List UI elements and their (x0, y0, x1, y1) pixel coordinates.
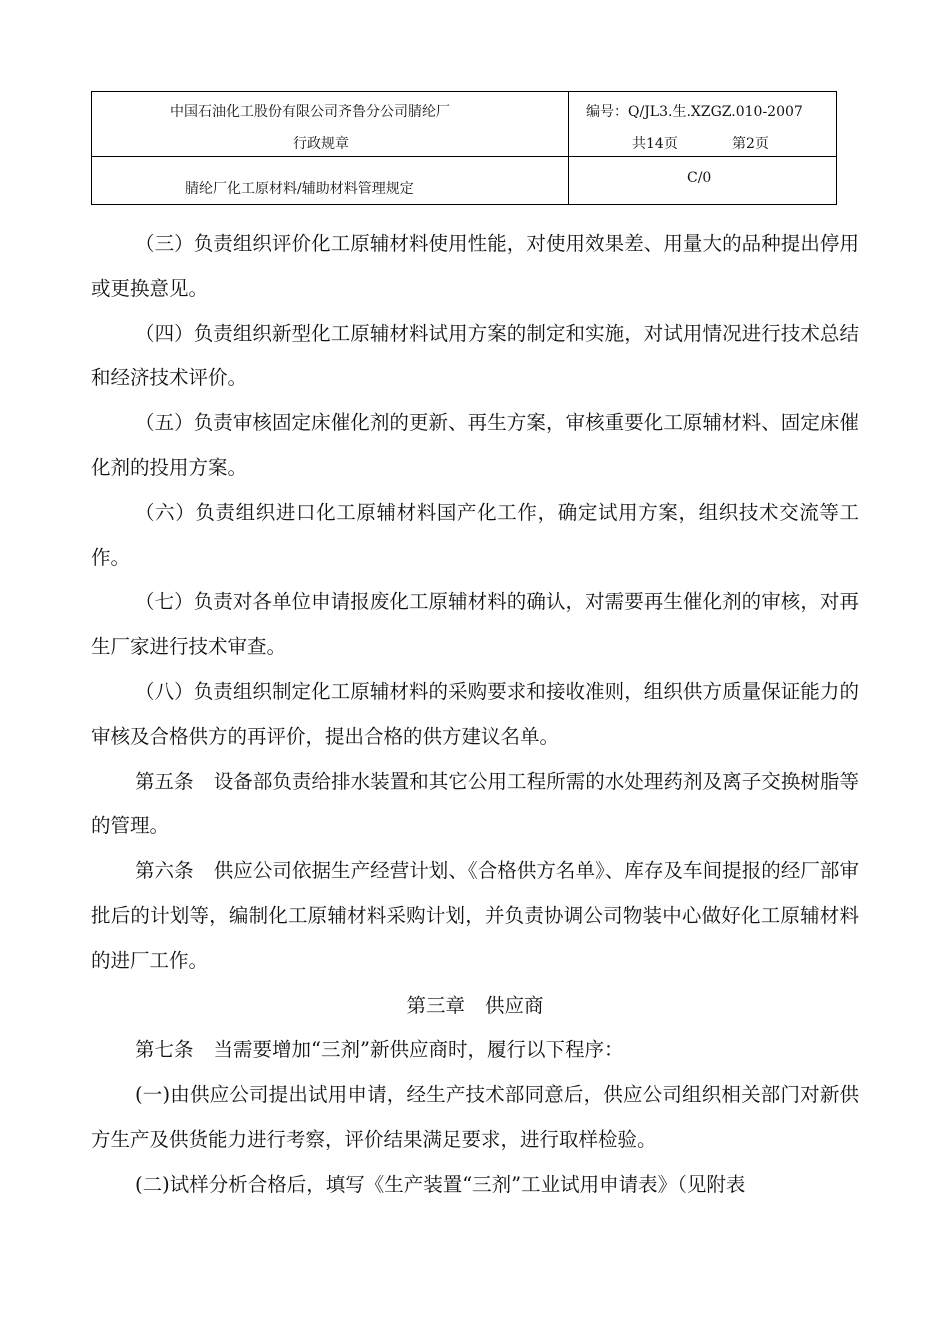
chapter-3-title: 供应商 (485, 993, 544, 1017)
article-6-label: 第六条 (135, 859, 194, 883)
page-number: 第2页 (732, 136, 769, 152)
total-pages: 共14页 (632, 136, 678, 152)
article-7-label: 第七条 (135, 1038, 194, 1062)
paragraph-5: （五）负责审核固定床催化剂的更新、再生方案，审核重要化工原辅材料、固定床催化剂的投用方案。 (91, 411, 859, 479)
document-body (91, 222, 859, 1208)
article-7 (91, 1028, 859, 1073)
document-number: 编号：Q/JL3.生.XZGZ.010-2007 (586, 104, 803, 120)
article-7-text: 当需要增加“三剂”新供应商时，履行以下程序： (213, 1038, 624, 1062)
header-column-divider (568, 92, 569, 204)
paragraph-7: （七）负责对各单位申请报废化工原辅材料的确认，对需要再生催化剂的审核，对再生厂家进行技术审查。 (91, 590, 859, 659)
chapter-3-heading (91, 984, 859, 1029)
company-name: 中国石油化工股份有限公司齐鲁分公司腈纶厂 (170, 104, 450, 120)
document-header-table (91, 91, 837, 205)
article-5-label: 第五条 (135, 769, 194, 793)
article-5 (91, 760, 859, 850)
procedure-step-2: (二)试样分析合格后，填写《生产装置“三剂”工业试用申请表》（见附表 (135, 1172, 746, 1196)
document-title: 腈纶厂化工原材料/辅助材料管理规定 (185, 181, 414, 197)
article-5-text: 设备部负责给排水装置和其它公用工程所需的水处理药剂及离子交换树脂等的管理。 (91, 769, 859, 838)
header-row-divider (92, 156, 836, 157)
paragraph-6: （六）负责组织进口化工原辅材料国产化工作，确定试用方案，组织技术交流等工作。 (91, 500, 859, 569)
paragraph-8: （八）负责组织制定化工原辅材料的采购要求和接收准则，组织供方质量保证能力的审核及合格供方的再评价，提出合格的供方建议名单。 (91, 679, 859, 748)
paragraph-4: （四）负责组织新型化工原辅材料试用方案的制定和实施，对试用情况进行技术总结和经济技术评价。 (91, 321, 859, 390)
document-type: 行政规章 (293, 136, 349, 152)
document-version: C/0 (687, 170, 712, 186)
chapter-3-label: 第三章 (406, 993, 465, 1017)
article-6-text: 供应公司依据生产经营计划、《合格供方名单》、库存及车间提报的经厂部审批后的计划等，编制化工原辅材料采购计划，并负责协调公司物装中心做好化工原辅材料的进厂工作。 (91, 859, 859, 972)
article-6 (91, 849, 859, 983)
procedure-step-1: (一)由供应公司提出试用申请，经生产技术部同意后，供应公司组织相关部门对新供方生产及供货能力进行考察，评价结果满足要求，进行取样检验。 (91, 1083, 859, 1151)
paragraph-3: （三）负责组织评价化工原辅材料使用性能，对使用效果差、用量大的品种提出停用或更换意见。 (91, 232, 859, 300)
